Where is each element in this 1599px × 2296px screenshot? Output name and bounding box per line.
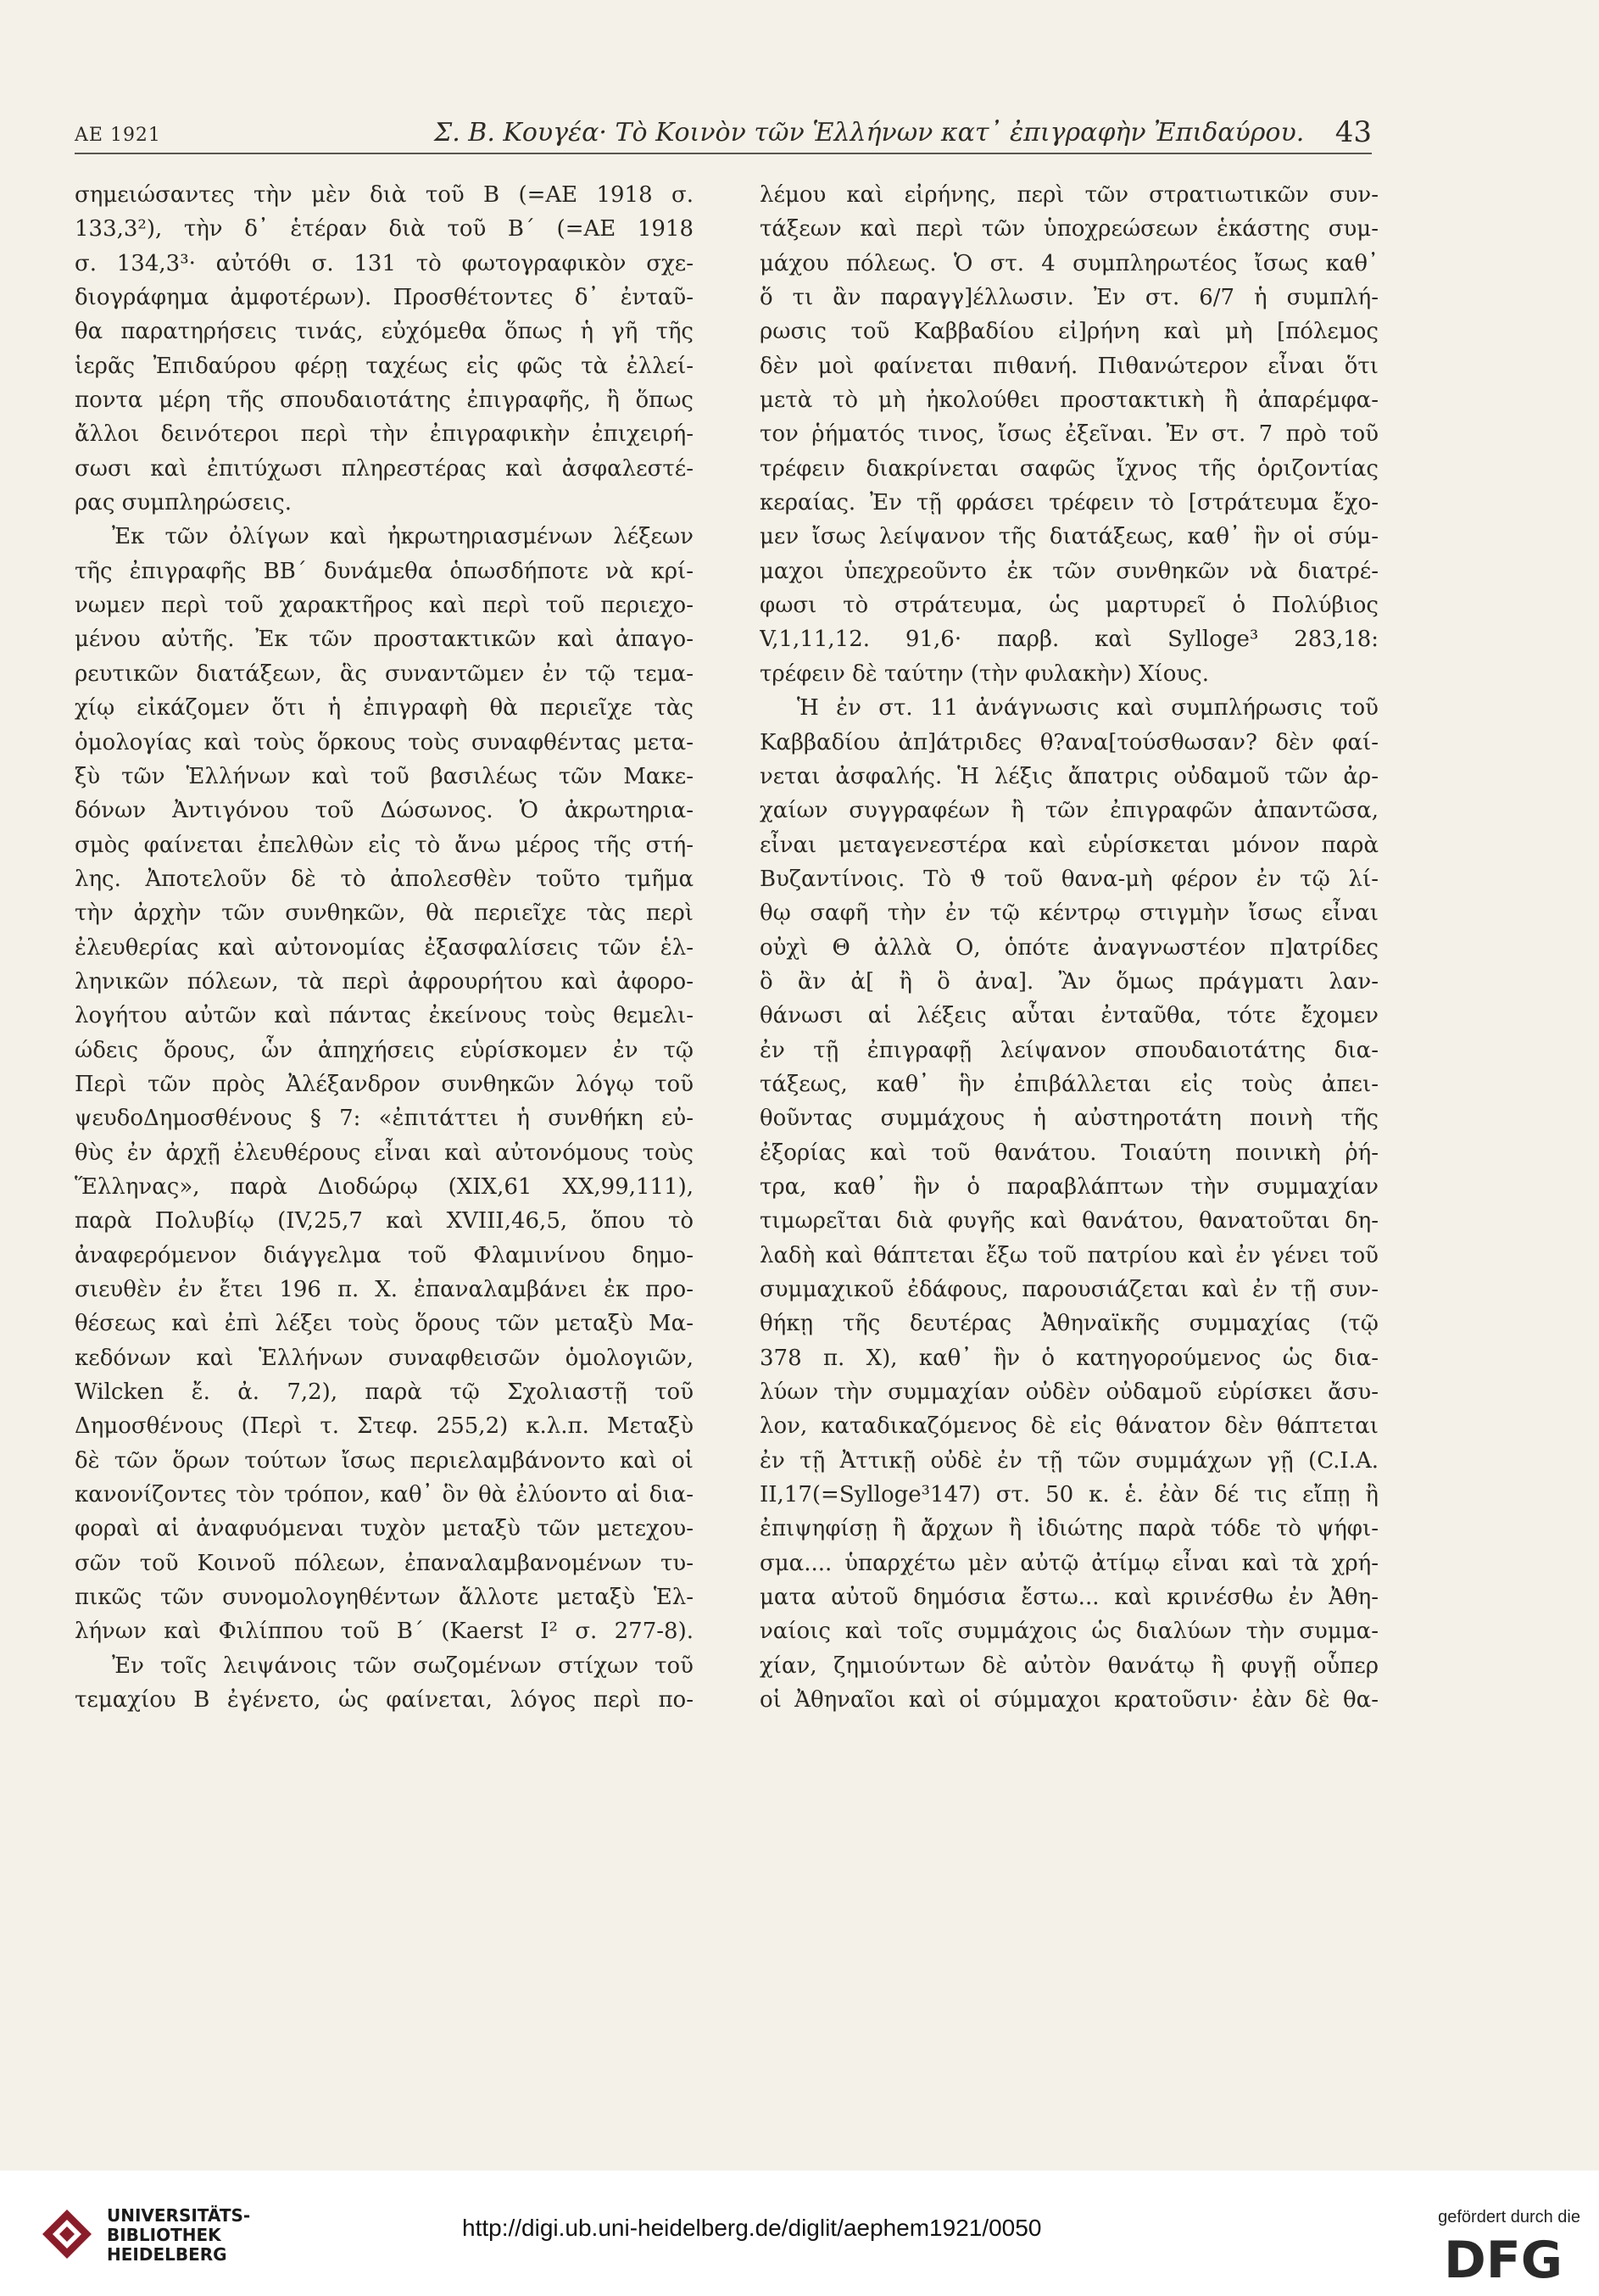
text-line: V,1,11,12. 91,6· παρβ. καὶ Sylloge³ 283,18: — [760, 627, 1379, 653]
dfg-logo-text: DFG — [1443, 2233, 1563, 2282]
text-line: ἐν τῇ ἐπιγραφῇ λείψανον σπουδαιοτάτης δια- — [760, 1037, 1379, 1063]
text-line: κεραίας. Ἐν τῇ φράσει τρέφειν τὸ [στράτευμα ἔχο- — [760, 490, 1379, 516]
text-line: ληνικῶν πόλεων, τὰ περὶ ἀφρουρήτου καὶ ἀφορο- — [75, 968, 694, 995]
text-line: σιευθὲν ἐν ἔτει 196 π. Χ. ἐπαναλαμβάνει ἐκ προ- — [75, 1277, 694, 1302]
text-line: μάχου πόλεως. Ὁ στ. 4 συμπληρωτέος ἴσως καθ᾽ — [760, 250, 1379, 276]
text-line: τρα, καθ᾽ ἣν ὁ παραβλάπτων τὴν συμμαχίαν — [760, 1173, 1379, 1200]
text-line: κεδόνων καὶ Ἑλλήνων συναφθεισῶν ὁμολογιῶν, — [75, 1345, 694, 1371]
text-line: σ. 134,3³· αὐτόθι σ. 131 τὸ φωτογραφικὸν σχε- — [75, 250, 694, 276]
text-line: χαίων συγγραφέων ἢ τῶν ἐπιγραφῶν ἀπαντῶσα, — [760, 798, 1379, 824]
text-line: τάξεων καὶ περὶ τῶν ὑποχρεώσεων ἑκάστης συμ- — [760, 216, 1379, 242]
text-line: τάξεως, καθ᾽ ἣν ἐπιβάλλεται εἰς τοὺς ἀπει- — [760, 1071, 1379, 1097]
text-line: λον, καταδικαζόμενος δὲ εἰς θάνατον δὲν θάπτεται — [760, 1413, 1379, 1440]
text-line: II,17(=Sylloge³147) στ. 50 κ. ἑ. ἐὰν δέ τις εἴπῃ ἢ — [760, 1482, 1379, 1508]
text-line: τῆς ἐπιγραφῆς ΒΒ΄ δυνάμεθα ὁπωσδήποτε νὰ κρί- — [75, 558, 694, 584]
text-line: ψευδοΔημοσθένους § 7: «ἐπιτάττει ἡ συνθήκη εὐ- — [75, 1106, 694, 1132]
text-line: λέμου καὶ εἰρήνης, περὶ τῶν στρατιωτικῶν συν- — [760, 182, 1379, 208]
text-line: θήκῃ τῆς δευτέρας Ἀθηναϊκῆς συμμαχίας (τῷ — [760, 1311, 1379, 1337]
text-line: διογράφημα ἀμφοτέρων). Προσθέτοντες δ᾽ ἐνταῦ- — [75, 285, 694, 311]
text-line: Ἡ ἐν στ. 11 ἀνάγνωσις καὶ συμπλήρωσις τοῦ — [797, 695, 1379, 722]
text-line: ἐξορίας καὶ τοῦ θανάτου. Τοιαύτη ποινικὴ ῥή- — [760, 1140, 1379, 1166]
text-line: δὲν μοὶ φαίνεται πιθανή. Πιθανώτερον εἶναι ὅτι — [760, 353, 1379, 379]
text-line: ἄλλοι δεινότεροι περὶ τὴν ἐπιγραφικὴν ἐπιχειρή- — [75, 421, 694, 448]
text-line: θάνωσι αἱ λέξεις αὗται ἐνταῦθα, τότε ἔχομεν — [760, 1003, 1379, 1029]
text-line: λήνων καὶ Φιλίππου τοῦ Β΄ (Kaerst I² σ. 277-8). — [75, 1619, 694, 1645]
text-line: κανονίζοντες τὸν τρόπον, καθ᾽ ὃν θὰ ἐλύοντο αἱ δια- — [75, 1482, 694, 1508]
text-line: ἐν τῇ Ἀττικῇ οὐδὲ ἐν τῇ τῶν συμμάχων γῇ (C.I.A. — [760, 1447, 1379, 1474]
text-line: ὃ ἂν ἀ[ ἢ ὃ ἀνα]. Ἂν ὅμως πράγματι λαν- — [760, 968, 1379, 995]
text-line: σημειώσαντες τὴν μὲν διὰ τοῦ Β (=ΑΕ 1918 σ. — [75, 182, 694, 208]
text-line: 378 π. Χ), καθ᾽ ἣν ὁ κατηγορούμενος ὡς δια- — [760, 1345, 1379, 1371]
text-line: σμὸς φαίνεται ἐπελθὼν εἰς τὸ ἄνω μέρος τῆς στή- — [75, 832, 694, 858]
library-line: UNIVERSITÄTS- — [107, 2205, 251, 2226]
text-line: 133,3²), τὴν δ᾽ ἑτέραν διὰ τοῦ Β΄ (=ΑΕ 1918 — [75, 216, 694, 242]
text-line: λαδὴ καὶ θάπτεται ἔξω τοῦ πατρίου καὶ ἐν γένει τοῦ — [760, 1242, 1379, 1268]
text-line: ποντα μέρη τῆς σπουδαιοτάτης ἐπιγραφῆς, ἢ ὅπως — [75, 387, 694, 414]
text-line: λογήτου αὐτῶν καὶ πάντας ἐκείνους τοὺς θεμελι- — [75, 1003, 694, 1029]
text-line: χίῳ εἰκάζομεν ὅτι ἡ ἐπιγραφὴ θὰ περιεῖχε τὰς — [75, 695, 694, 722]
text-line: μεν ἴσως λείψανον τῆς διατάξεως, καθ᾽ ἣν οἱ σύμ- — [760, 524, 1379, 550]
page-number: 43 — [1334, 115, 1372, 149]
text-line: ἐπιψηφίσῃ ἢ ἄρχων ἢ ἰδιώτης παρὰ τόδε τὸ ψήφι- — [760, 1516, 1379, 1542]
text-line: Ἐν τοῖς λειψάνοις τῶν σωζομένων στίχων τοῦ — [112, 1652, 694, 1679]
journal-abbrev: ΑΕ 1921 — [75, 125, 161, 146]
text-line: εἶναι μεταγενεστέρα καὶ εὑρίσκεται μόνον παρὰ — [760, 832, 1379, 858]
text-line: λης. Ἀποτελοῦν δὲ τὸ ἀπολεσθὲν τοῦτο τμῆμα — [75, 866, 694, 892]
text-line: ρωσις τοῦ Καββαδίου εἰ]ρήνη καὶ μὴ [πόλεμος — [760, 319, 1379, 345]
text-line: τὴν ἀρχὴν τῶν συνθηκῶν, θὰ περιεῖχε τὰς περὶ — [75, 900, 694, 927]
text-line: φωσι τὸ στράτευμα, ὡς μαρτυρεῖ ὁ Πολύβιος — [760, 593, 1379, 619]
text-line: θοῦντας συμμάχους ἡ αὐστηροτάτη ποινὴ τῆς — [760, 1106, 1379, 1132]
text-line: σμα.... ὑπαρχέτω μὲν αὐτῷ ἀτίμῳ εἶναι καὶ τὰ χρή- — [760, 1550, 1379, 1576]
text-line: ρας συμπληρώσεις. — [75, 490, 292, 516]
text-line: ἱερᾶς Ἐπιδαύρου φέρῃ ταχέως εἰς φῶς τὰ ἐλλεί- — [75, 353, 694, 379]
library-line: BIBLIOTHEK — [107, 2225, 221, 2245]
running-header — [75, 105, 1372, 154]
dfg-logo-icon — [1426, 2233, 1580, 2282]
text-line: Περὶ τῶν πρὸς Ἀλέξανδρον συνθηκῶν λόγῳ τοῦ — [75, 1071, 694, 1097]
text-line: Καββαδίου ἀπ]άτριδες θ?ανα[τούσθωσαν? δὲν φαί- — [760, 729, 1379, 755]
text-line: ἐλευθερίας καὶ αὐτονομίας ἐξασφαλίσεις τῶν ἑλ- — [75, 934, 694, 961]
library-line: HEIDELBERG — [107, 2244, 227, 2265]
right-column — [760, 178, 1379, 1717]
text-line: ώδεις ὅρους, ὧν ἀπηχήσεις εὑρίσκομεν ἐν τῷ — [75, 1037, 694, 1063]
text-line: ρευτικῶν διατάξεων, ἃς συναντῶμεν ἐν τῷ τεμα- — [75, 660, 694, 687]
text-line: τον ῥήματός τινος, ἴσως ἐξεῖναι. Ἐν στ. 7 πρὸ τοῦ — [760, 421, 1379, 448]
text-line: Ἕλληνας», παρὰ Διοδώρῳ (XIX,61 XX,99,111), — [75, 1173, 694, 1200]
text-line: Βυζαντίνοις. Τὸ ϑ τοῦ θανα-μὴ φέρον ἐν τῷ λί- — [760, 866, 1379, 892]
text-line: θὺς ἐν ἀρχῇ ἐλευθέρους εἶναι καὶ αὐτονόμους τοὺς — [75, 1140, 694, 1166]
text-line: Ἐκ τῶν ὀλίγων καὶ ἠκρωτηριασμένων λέξεων — [112, 524, 694, 550]
text-line: σωσι καὶ ἐπιτύχωσι πληρεστέρας καὶ ἀσφαλεστέ- — [75, 455, 694, 482]
text-line: λύων τὴν συμμαχίαν οὐδὲν οὐδαμοῦ εὑρίσκει ἄσυ- — [760, 1379, 1379, 1406]
university-library-logo-icon — [41, 2208, 93, 2260]
text-line: ματα αὐτοῦ δημόσια ἔστω... καὶ κρινέσθω ἐν Ἀθη- — [760, 1585, 1379, 1611]
text-line: θα παρατηρήσεις τινάς, εὐχόμεθα ὅπως ἡ γῆ τῆς — [75, 319, 694, 345]
text-line: Δημοσθένους (Περὶ τ. Στεφ. 255,2) κ.λ.π. Μεταξὺ — [75, 1413, 694, 1440]
text-line: χίαν, ζημιούντων δὲ αὐτὸν θανάτῳ ἢ φυγῇ οὗπερ — [760, 1652, 1379, 1679]
text-line: δὲ τῶν ὅρων τούτων ἴσως περιελαμβάνοντο καὶ οἱ — [75, 1447, 694, 1474]
text-line: παρὰ Πολυβίῳ (IV,25,7 καὶ XVIII,46,5, ὅπου τὸ — [75, 1208, 694, 1234]
text-line: νεται ἀσφαλής. Ἡ λέξις ἄπατρις οὐδαμοῦ τῶν ἀρ- — [760, 763, 1379, 789]
text-line: μαχοι ὑπεχρεοῦντο ἐκ τῶν συνθηκῶν νὰ διατρέ- — [760, 558, 1379, 584]
permalink-url[interactable]: http://digi.ub.uni-heidelberg.de/diglit/aephem1921/0050 — [462, 2215, 1042, 2241]
text-line: ξὺ τῶν Ἑλλήνων καὶ τοῦ βασιλέως τῶν Μακε- — [75, 763, 694, 789]
text-line: οἱ Ἀθηναῖοι καὶ οἱ σύμμαχοι κρατοῦσιν· ἐὰν δὲ θα- — [760, 1687, 1379, 1714]
text-line: μετὰ τὸ μὴ ἠκολούθει προστακτικὴ ἢ ἀπαρέμφα- — [760, 387, 1379, 414]
text-line: δόνων Ἀντιγόνου τοῦ Δώσωνος. Ὁ ἀκρωτηρια- — [75, 798, 694, 824]
text-line: ναίοις καὶ τοῖς συμμάχοις ὡς διαλύων τὴν συμμα- — [760, 1619, 1379, 1645]
funded-by-label: gefördert durch die — [1438, 2208, 1580, 2226]
text-line: σῶν τοῦ Κοινοῦ πόλεων, ἐπαναλαμβανομένων τυ- — [75, 1550, 694, 1576]
text-line: Wilcken ἔ. ἀ. 7,2), παρὰ τῷ Σχολιαστῇ τοῦ — [75, 1379, 694, 1406]
text-line: πικῶς τῶν συνομολογηθέντων ἄλλοτε μεταξὺ Ἑλ- — [75, 1585, 694, 1611]
text-line: μένου αὐτῆς. Ἐκ τῶν προστακτικῶν καὶ ἀπαγο- — [75, 627, 694, 653]
text-line: νωμεν περὶ τοῦ χαρακτῆρος καὶ περὶ τοῦ περιεχο- — [75, 593, 694, 619]
text-line: ὁμολογίας καὶ τοὺς ὅρκους τοὺς συναφθέντας μετα- — [75, 729, 694, 755]
text-line: οὐχὶ Θ ἀλλὰ Ο, ὁπότε ἀναγνωστέον π]ατρίδες — [760, 934, 1379, 961]
text-line: τεμαχίου Β ἐγένετο, ὡς φαίνεται, λόγος περὶ πο- — [75, 1687, 694, 1714]
text-line: θέσεως καὶ ἐπὶ λέξει τοὺς ὅρους τῶν μεταξὺ Μα- — [75, 1311, 694, 1337]
text-line: συμμαχικοῦ ἐδάφους, παρουσιάζεται καὶ ἐν τῇ συν- — [760, 1277, 1379, 1302]
text-line: τιμωρεῖται διὰ φυγῆς καὶ θανάτου, θανατοῦται δη- — [760, 1208, 1379, 1234]
footer-bar — [0, 2171, 1599, 2296]
text-line: θῳ σαφῆ τὴν ἐν τῷ κέντρῳ στιγμὴν ἴσως εἶναι — [760, 900, 1379, 927]
text-line: τρέφειν δὲ ταύτην (τὴν φυλακὴν) Χίους. — [760, 660, 1209, 687]
text-line: ὅ τι ἂν παραγγ]έλλωσιν. Ἐν στ. 6/7 ἡ συμπλή- — [760, 285, 1379, 311]
text-line: ἀναφερόμενον διάγγελμα τοῦ Φλαμινίνου δημο- — [75, 1242, 694, 1268]
text-line: φοραὶ αἱ ἀναφυόμεναι τυχὸν μεταξὺ τῶν μετεχου- — [75, 1516, 694, 1542]
left-column — [75, 178, 694, 1717]
text-line: τρέφειν διακρίνεται σαφῶς ἴχνος τῆς ὁριζοντίας — [760, 455, 1379, 482]
running-title: Σ. Β. Κουγέα· Τὸ Κοινὸν τῶν Ἑλλήνων κατ᾽ ἐπιγραφὴν Ἐπιδαύρου. — [434, 118, 1305, 148]
library-name — [107, 2206, 250, 2265]
